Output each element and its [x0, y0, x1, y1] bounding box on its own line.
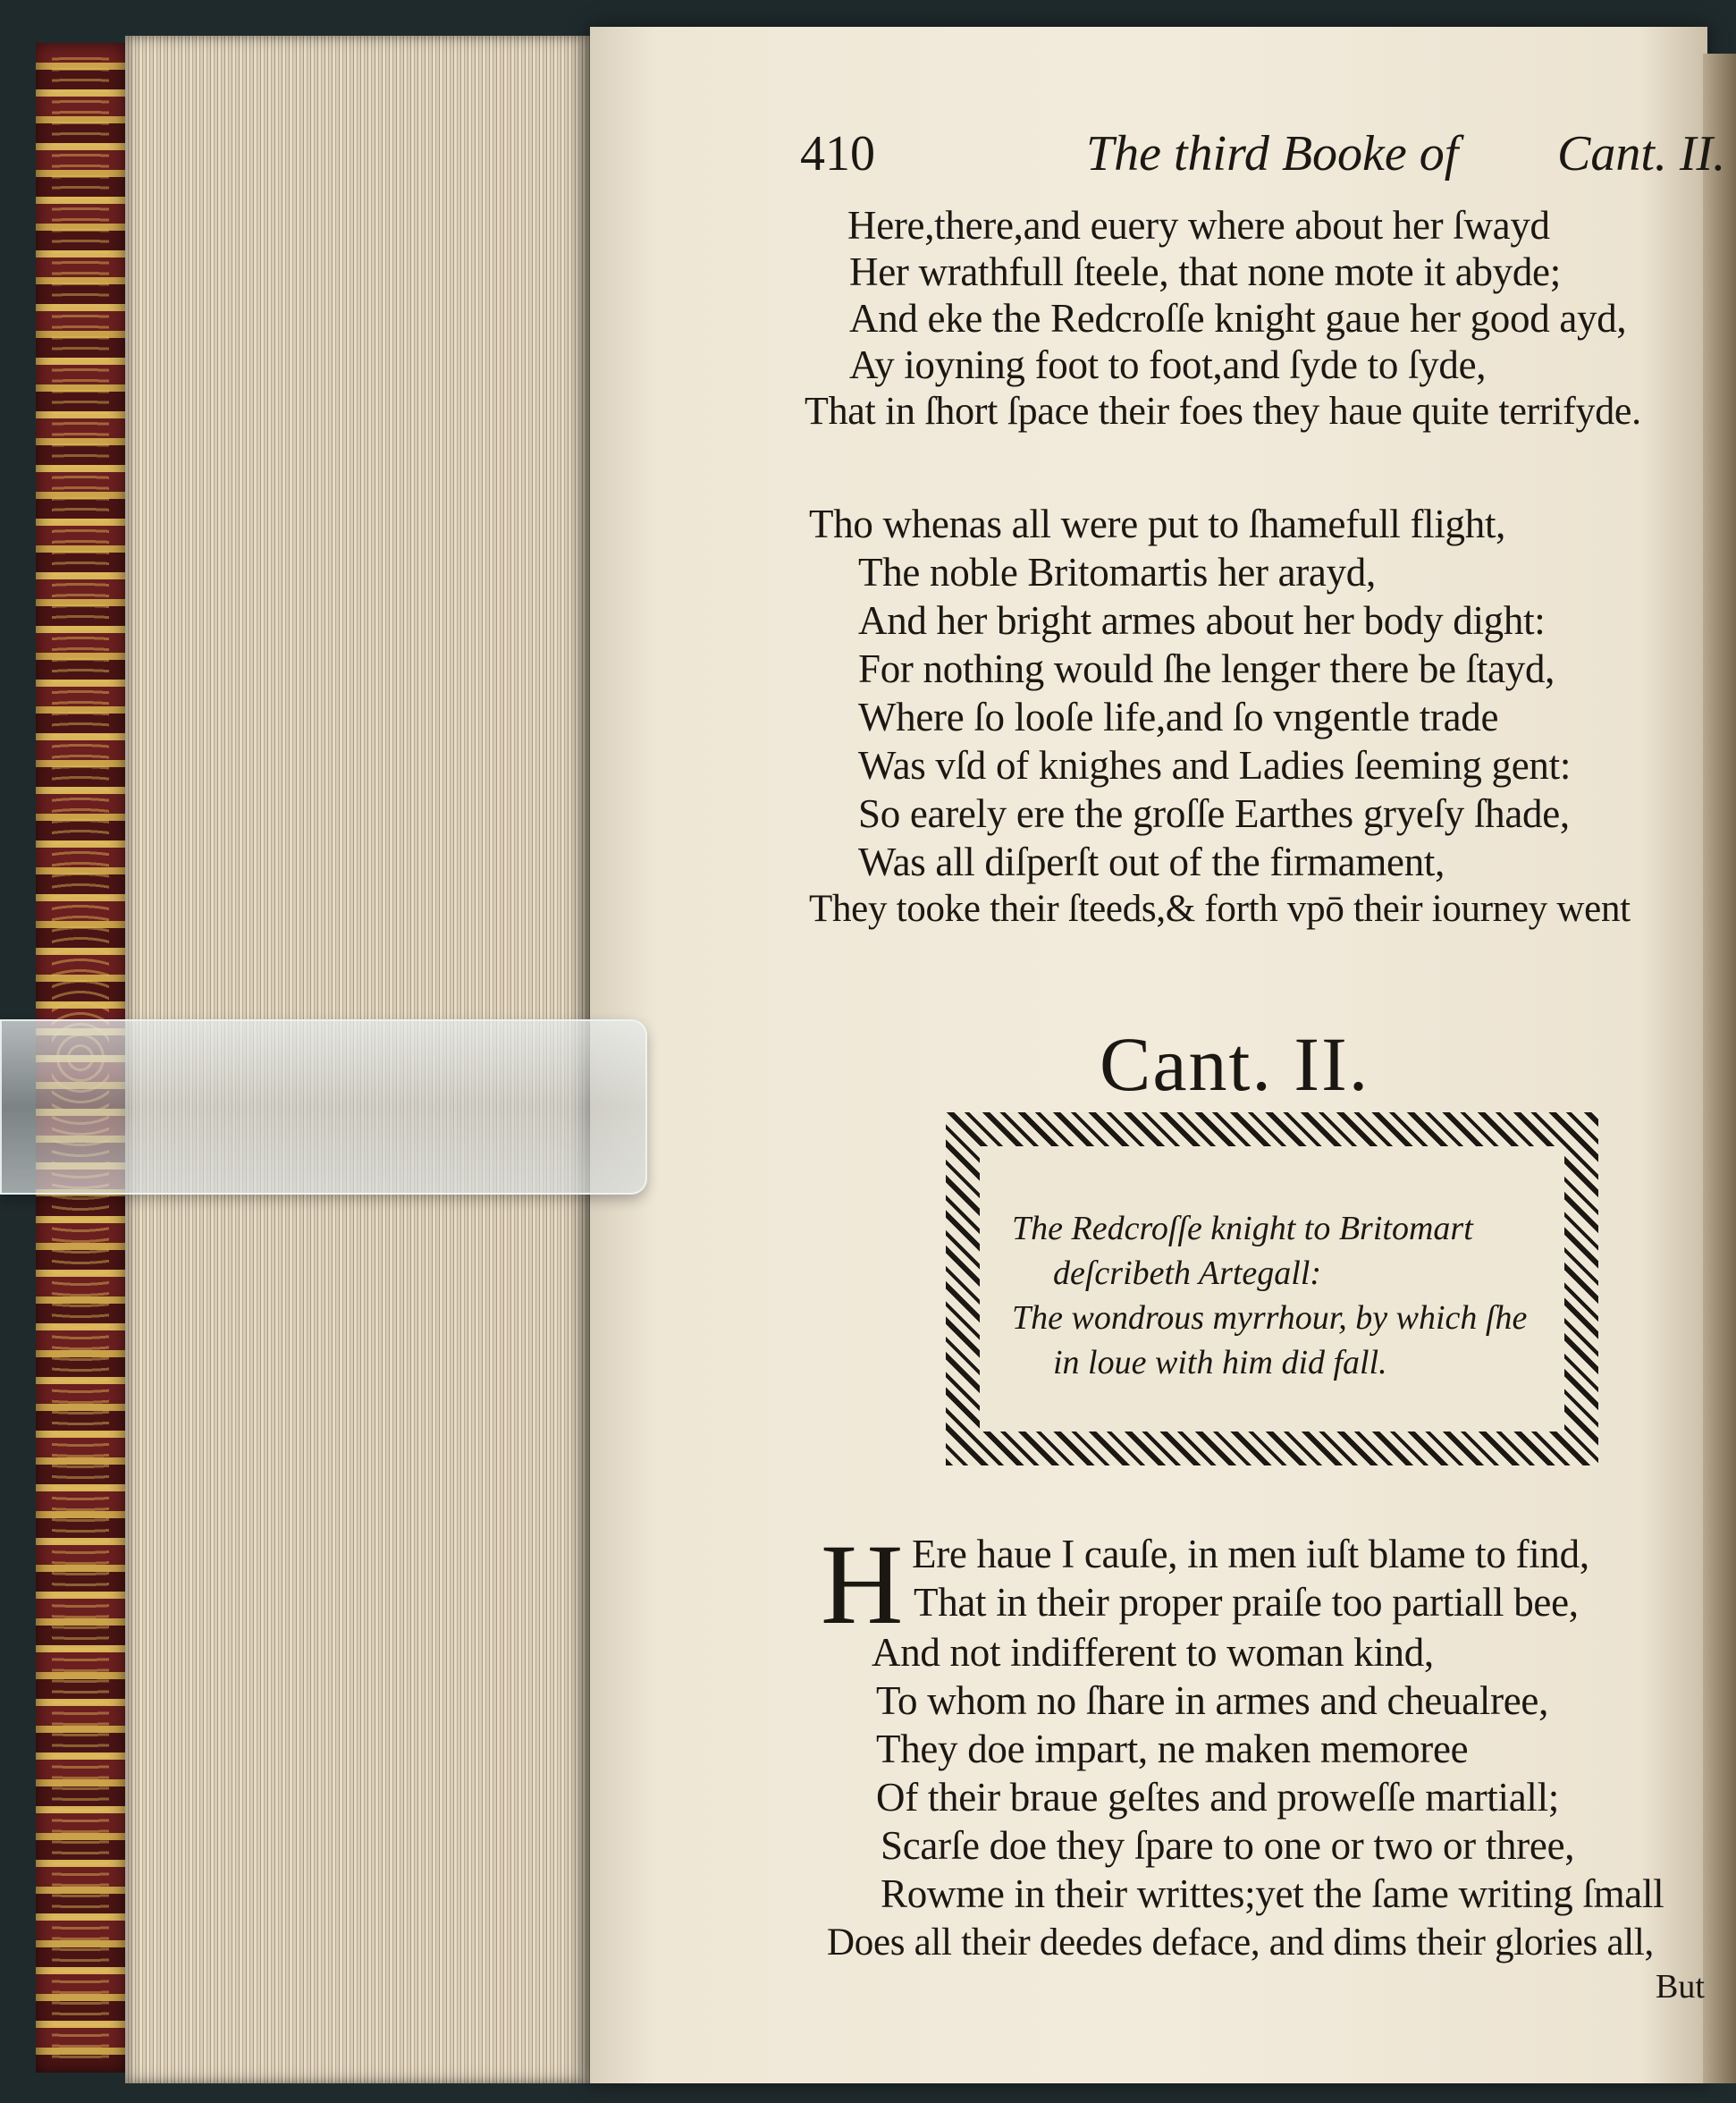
verse-line: Tho whenas all were put to ſhamefull flight, [809, 502, 1506, 546]
canto-heading: Cant. II. [1100, 1021, 1370, 1107]
argument-line: deſcribeth Artegall: [1053, 1254, 1322, 1292]
verse-line: Her wrathfull ſteele, that none mote it abyde; [849, 249, 1561, 294]
verse-line: Where ſo looſe life,and ſo vngentle trade [858, 695, 1499, 739]
verse-line: Was all diſperſt out of the firmament, [858, 840, 1445, 884]
verse-line: And not indifferent to woman kind, [872, 1630, 1434, 1675]
verse-line: The noble Britomartis her arayd, [858, 550, 1376, 595]
running-canto: Cant. II. [1557, 126, 1726, 182]
verse-line: And her bright armes about her body dight: [858, 598, 1546, 643]
verse-line: Does all their deedes deface, and dims their glories all, [827, 1921, 1654, 1964]
verse-line: For nothing would ſhe lenger there be ſtayd, [858, 646, 1555, 691]
verse-line: That in their proper praiſe too partiall bee, [914, 1580, 1579, 1625]
verse-line: They doe impart, ne maken memoree [876, 1727, 1469, 1771]
verse-line: They tooke their ſteeds,& forth vpō their iourney went [809, 888, 1631, 930]
verse-line: Rowme in their writtes;yet the ſame writing ſmall [881, 1871, 1664, 1916]
verse-line: Was vſd of knighes and Ladies ſeeming gent: [858, 743, 1572, 788]
verse-line: Scarſe doe they ſpare to one or two or three, [881, 1823, 1575, 1868]
running-title: The third Booke of [1086, 126, 1459, 182]
facing-page-edge [1703, 54, 1736, 2083]
verse-line: Here,there,and euery where about her ſwayd [847, 203, 1550, 248]
verse-line: To whom no ſhare in armes and cheualree, [876, 1678, 1549, 1723]
page-holder-clip [0, 1019, 647, 1195]
argument-line: The wondrous myrrhour, by which ſhe [1012, 1299, 1528, 1337]
verse-line: Ere haue I cauſe, in men iuſt blame to find, [912, 1532, 1589, 1576]
verse-line: Of their braue geſtes and proweſſe martiall; [876, 1775, 1559, 1820]
argument-line: in loue with him did fall. [1053, 1344, 1387, 1381]
verse-line: So earely ere the groſſe Earthes gryeſy ſhade, [858, 791, 1570, 836]
verse-line: And eke the Redcroſſe knight gaue her good ayd, [849, 296, 1627, 341]
argument-line: The Redcroſſe knight to Britomart [1012, 1210, 1473, 1247]
verse-line: That in ſhort ſpace their foes they haue quite terrifyde. [805, 389, 1641, 433]
catchword: But [1656, 1968, 1705, 2006]
page-number: 410 [800, 126, 875, 182]
verse-line: Ay ioyning foot to foot,and ſyde to ſyde, [849, 342, 1487, 387]
drop-capital: H [821, 1521, 904, 1648]
